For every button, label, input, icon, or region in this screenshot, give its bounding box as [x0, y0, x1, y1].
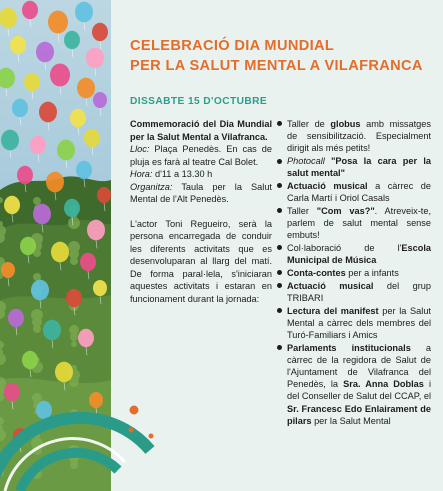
balloon-string [100, 41, 101, 49]
dot-orange-2 [129, 428, 134, 433]
activity-list [276, 118, 431, 428]
balloon-string [78, 127, 79, 135]
balloon-string [30, 19, 31, 27]
balloon-shape [86, 48, 104, 69]
organizer-text: Taula per la Salut Mental de l'Alt Penedès. [130, 181, 272, 204]
time-label: Hora: [130, 169, 153, 179]
balloon-shape [97, 187, 111, 203]
balloon-shape [75, 2, 93, 23]
dot-orange-1 [130, 406, 139, 415]
balloon-string [95, 68, 96, 76]
page-title [130, 37, 435, 76]
activity-item: Col·laboració de l'Escola Municipal de Música [276, 242, 431, 266]
balloon-string [8, 28, 9, 36]
balloon-shape [87, 220, 105, 241]
place-label: Lloc: [130, 144, 150, 154]
balloon-shape [36, 42, 54, 63]
balloon-string [66, 160, 67, 168]
balloon-string [18, 54, 19, 62]
balloon-shape [0, 68, 15, 89]
balloon-shape [24, 73, 40, 91]
balloon-string [45, 62, 46, 70]
balloon-string [84, 22, 85, 30]
foliage-dot [69, 325, 79, 335]
balloon-shape [22, 351, 38, 369]
balloon-shape [51, 242, 69, 263]
balloon-shape [93, 280, 107, 296]
balloon-shape [1, 262, 15, 278]
balloon-string [38, 154, 39, 162]
title-line-2: PER LA SALUT MENTAL A VILAFRANCA [130, 57, 423, 74]
balloon-shape [50, 64, 70, 87]
intro-paragraph: L'actor Toni Regueiro, serà la persona encarregada de conduir les diferents activitats que es desenvoluparan al llarg del matí. De forma paral·lela, s'iniciaran aquestes activitats i estaran en funcionament durant la jornada: [130, 218, 272, 304]
balloon-string [92, 147, 93, 155]
balloon-shape [43, 320, 61, 341]
balloon-string [100, 108, 101, 116]
balloon-shape [57, 140, 75, 161]
balloon-shape [80, 253, 96, 271]
dot-orange-3 [149, 434, 154, 439]
balloon-string [58, 34, 59, 42]
balloon-shape [78, 329, 94, 347]
activity-item: Taller de globus amb missatges de sensibilització. Especialment dirigit als més petits! [276, 118, 431, 155]
balloon-string [6, 88, 7, 96]
balloon-shape [64, 31, 80, 49]
balloon-string [32, 91, 33, 99]
balloon-shape [20, 237, 36, 255]
balloon-shape [12, 99, 28, 117]
activity-item: Actuació musical a càrrec de Carla Martí i Oriol Casals [276, 180, 431, 204]
balloon-shape [64, 199, 80, 217]
organizer-label: Organitza: [130, 181, 173, 192]
balloon-shape [46, 172, 64, 193]
foliage-dot [31, 309, 43, 321]
balloon-shape [22, 1, 38, 19]
activity-item: Lectura del manifest per la Salut Mental a càrrec dels membres del Turó-Familiars i Amics [276, 305, 431, 342]
activity-item: Photocall "Posa la cara per la salut mental" [276, 155, 431, 179]
balloon-string [60, 87, 61, 95]
intro-column [130, 118, 272, 305]
balloon-shape [77, 78, 95, 99]
balloon-shape [93, 92, 107, 108]
activity-item: Taller "Com vas?". Atreveix-te, parlem de salut mental sense embuts! [276, 205, 431, 242]
balloon-shape [4, 196, 20, 214]
foliage-dot [71, 341, 77, 347]
balloon-shape [1, 130, 19, 151]
balloon-shape [0, 8, 17, 29]
balloon-shape [66, 289, 82, 307]
balloon-shape [33, 204, 51, 225]
balloon-shape [30, 136, 46, 154]
balloon-shape [10, 36, 26, 54]
activity-item: Parlaments institucionals a càrrec de la regidora de Salut de l'Ajuntament de Vilafranca del Penedès, la Sra. Anna Doblas i del Conseller de Salut del CCAP, el Sr. Francesc Edo Enlairament de pilars per la Salut Mental [276, 342, 431, 427]
activity-item: Conta-contes per a infants [276, 267, 431, 279]
intro-block [130, 118, 272, 206]
title-line-1: CELEBRACIÓ DIA MUNDIAL [130, 38, 335, 54]
foliage-dot [33, 197, 41, 205]
intro-heading: Commemoració del Dia Mundial per la Salut Mental a Vilafranca. [130, 119, 272, 142]
balloon-shape [84, 129, 100, 147]
time-text: d'11 a 13.30 h [152, 169, 213, 179]
balloon-string [86, 98, 87, 106]
balloon-string [72, 49, 73, 57]
activity-item: Actuació musical del grup TRIBARI [276, 280, 431, 304]
balloon-shape [8, 309, 24, 327]
balloon-string [10, 150, 11, 158]
balloon-string [20, 117, 21, 125]
balloon-shape [92, 23, 108, 41]
place-text: Plaça Penedès. En cas de pluja es farà al teatre Cal Bolet. [130, 144, 272, 167]
event-date: DISSABTE 15 D'OCTUBRE [130, 96, 268, 107]
balloon-shape [39, 102, 57, 123]
balloon-shape [48, 11, 68, 34]
foliage-dot [68, 241, 80, 253]
balloon-string [48, 122, 49, 130]
balloon-shape [70, 109, 86, 127]
balloon-shape [76, 161, 92, 179]
balloon-shape [17, 166, 33, 184]
balloon-shape [31, 280, 49, 301]
decorative-arcs [0, 370, 160, 491]
